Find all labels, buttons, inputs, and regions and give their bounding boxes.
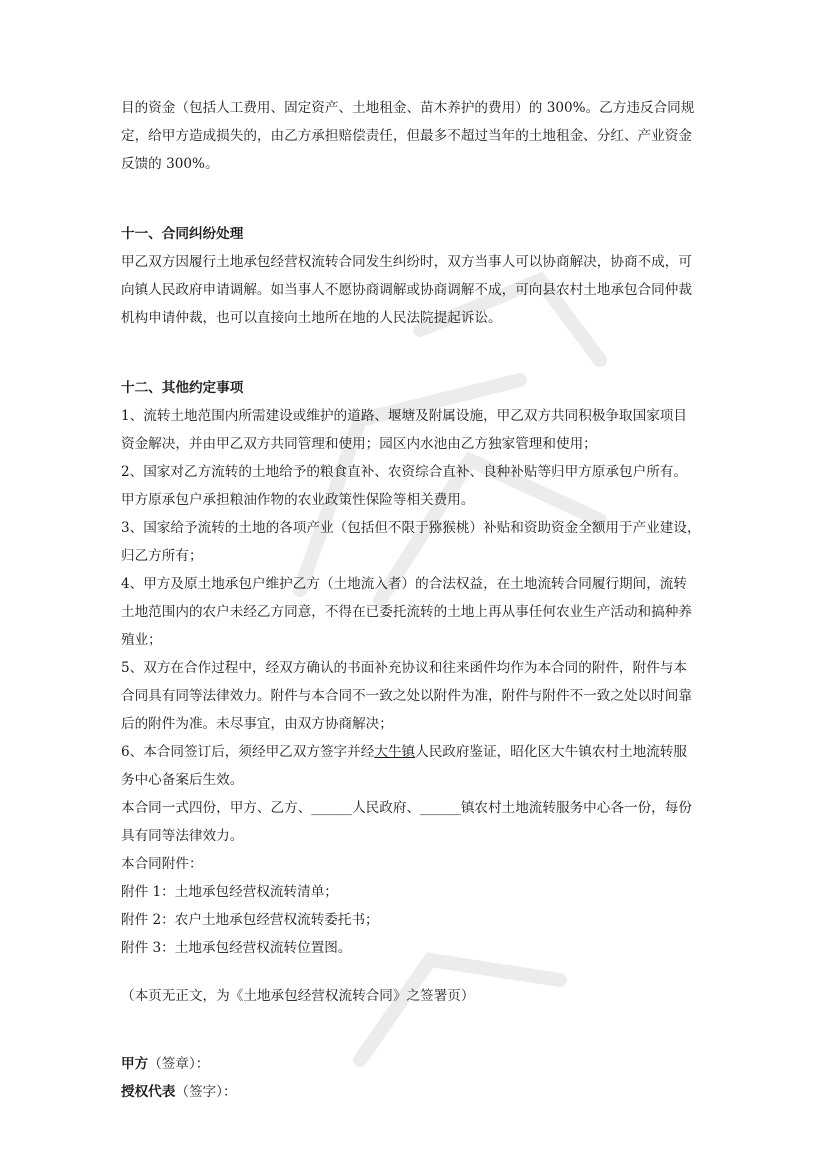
attachment-item: 附件 3：土地承包经营权流转位置图。 <box>121 940 352 956</box>
text-segment: 人民政府鉴证，昭化区大牛镇农村土地流转服 <box>415 744 687 760</box>
town-name: 大牛镇 <box>374 744 416 760</box>
text-line: 合同具有同等法律效力。附件与本合同不一致之处以附件为准，附件与附件不一致之处以时间靠 <box>121 688 692 704</box>
text-line: 后的附件为准。未尽事宜，由双方协商解决； <box>121 716 393 732</box>
text-line: 本合同一式四份，甲方、乙方、______人民政府、______镇农村土地流转服务中心各一份，每份 <box>121 800 692 816</box>
text-line: 殖业； <box>121 632 162 648</box>
attachments-list <box>121 850 709 962</box>
text-line: 甲方原承包户承担粮油作物的农业政策性保险等相关费用。 <box>121 492 475 508</box>
clause-item <box>121 654 709 738</box>
text-line: 归乙方所有； <box>121 548 203 564</box>
text-line: 向镇人民政府申请调解。如当事人不愿协商调解或协商调解不成，可向县农村土地承包合同仲裁 <box>121 282 692 298</box>
intro-paragraph <box>121 94 709 178</box>
copies-paragraph <box>121 794 709 850</box>
text-line: 反馈的 300%。 <box>121 156 219 172</box>
text-line <box>121 738 709 766</box>
text-segment: 6、本合同签订后，须经甲乙双方签字并经 <box>121 744 375 760</box>
party-a-sign: （签章）： <box>148 1056 210 1072</box>
text-line: 目的资金（包括人工费用、固定资产、土地租金、苗木养护的费用）的 300%。乙方违反合同规 <box>121 100 695 116</box>
text-line: 定，给甲方造成损失的，由乙方承担赔偿责任，但最多不超过当年的土地租金、分红、产业资金 <box>121 128 692 144</box>
clause-item <box>121 514 709 570</box>
signature-note: （本页无正文，为《土地承包经营权流转合同》之签署页） <box>121 988 475 1004</box>
section-heading: 十一、合同纠纷处理 <box>121 226 244 242</box>
text-line: 1、流转土地范围内所需建设或维护的道路、堰塘及附属设施，甲乙双方共同积极争取国家项目 <box>121 408 687 424</box>
text-line: 甲乙双方因履行土地承包经营权流转合同发生纠纷时，双方当事人可以协商解决，协商不成，可 <box>121 254 692 270</box>
text-line: 4、甲方及原土地承包户维护乙方（土地流入者）的合法权益，在土地流转合同履行期间，流转 <box>121 576 687 592</box>
text-line: 具有同等法律效力。 <box>121 828 244 844</box>
text-line: 资金解决，并由甲乙双方共同管理和使用；园区内水池由乙方独家管理和使用； <box>121 436 597 452</box>
contract-body <box>121 94 709 1106</box>
text-line: 2、国家对乙方流转的土地给予的粮食直补、农资综合直补、良种补贴等归甲方原承包户所有。 <box>121 464 687 480</box>
attachments-title: 本合同附件： <box>121 856 203 872</box>
attachment-item: 附件 2：农户土地承包经营权流转委托书； <box>121 912 379 928</box>
section-12 <box>121 374 709 962</box>
text-line: 机构申请仲裁，也可以直接向土地所在地的人民法院提起诉讼。 <box>121 310 502 326</box>
section-11 <box>121 220 709 332</box>
clause-item <box>121 458 709 514</box>
attachment-item: 附件 1：土地承包经营权流转清单； <box>121 884 338 900</box>
section-heading: 十二、其他约定事项 <box>121 380 244 396</box>
text-line: 5、双方在合作过程中，经双方确认的书面补充协议和往来函件均作为本合同的附件，附件与本 <box>121 660 687 676</box>
party-a-line <box>121 1050 709 1078</box>
party-a-label: 甲方 <box>121 1056 149 1072</box>
text-line: 3、国家给予流转的土地的各项产业（包括但不限于猕猴桃）补贴和资助资金全额用于产业建设， <box>121 520 701 536</box>
representative-sign: （签字）： <box>175 1084 237 1100</box>
representative-label: 授权代表 <box>121 1084 176 1100</box>
clause-item <box>121 570 709 654</box>
clause-item-6 <box>121 738 709 794</box>
text-line: 务中心备案后生效。 <box>121 772 244 788</box>
clause-item <box>121 402 709 458</box>
signature-block <box>121 1050 709 1106</box>
text-line: 土地范围内的农户未经乙方同意，不得在已委托流转的土地上再从事任何农业生产活动和搞种养 <box>121 604 692 620</box>
representative-line <box>121 1078 709 1106</box>
